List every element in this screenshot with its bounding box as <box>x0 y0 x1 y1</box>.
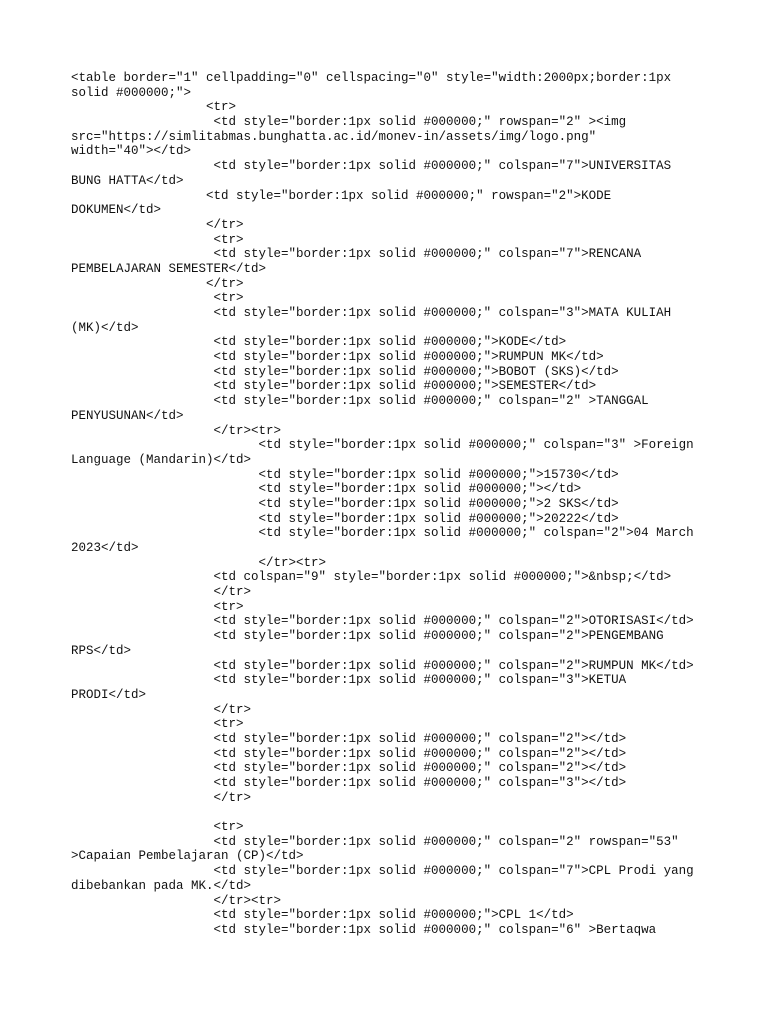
code-line: <td style="border:1px solid #000000;" colspan="3">KETUA <box>71 673 627 688</box>
code-line: <td style="border:1px solid #000000;">CPL 1</td> <box>71 908 574 923</box>
code-line: width="40"></td> <box>71 144 192 159</box>
code-line: (MK)</td> <box>71 320 139 335</box>
code-line: <tr> <box>71 232 244 247</box>
code-line: <tr> <box>71 717 244 732</box>
code-line <box>71 805 711 820</box>
code-line: PEMBELAJARAN SEMESTER</td> <box>71 261 267 276</box>
code-line: <td style="border:1px solid #000000;" colspan="2"></td> <box>71 761 627 776</box>
code-line: <td style="border:1px solid #000000;">2 SKS</td> <box>71 496 619 511</box>
code-line: RPS</td> <box>71 643 132 658</box>
code-line: <td style="border:1px solid #000000;">20222</td> <box>71 511 619 526</box>
code-line: <tr> <box>71 291 244 306</box>
code-line: DOKUMEN</td> <box>71 203 162 218</box>
code-line: <td style="border:1px solid #000000;" rowspan="2">KODE <box>71 188 612 203</box>
code-line: </tr><tr> <box>71 893 282 908</box>
code-line: <td style="border:1px solid #000000;" rowspan="2" ><img <box>71 115 627 130</box>
code-line: <td style="border:1px solid #000000;">SEMESTER</td> <box>71 379 597 394</box>
code-line: <td style="border:1px solid #000000;">15730</td> <box>71 467 619 482</box>
code-line: PRODI</td> <box>71 687 147 702</box>
code-line: </tr> <box>71 585 252 600</box>
code-line: dibebankan pada MK.</td> <box>71 878 252 893</box>
code-line: <tr> <box>71 100 237 115</box>
code-line: <td style="border:1px solid #000000;" colspan="2"></td> <box>71 746 627 761</box>
code-line: <td style="border:1px solid #000000;" colspan="2" >TANGGAL <box>71 394 649 409</box>
code-line: BUNG HATTA</td> <box>71 173 184 188</box>
code-line: </tr> <box>71 276 244 291</box>
code-line: </tr><tr> <box>71 555 327 570</box>
code-line: <td style="border:1px solid #000000;" colspan="7">RENCANA <box>71 247 642 262</box>
code-line: <td style="border:1px solid #000000;">KODE</td> <box>71 335 567 350</box>
code-line: 2023</td> <box>71 541 139 555</box>
code-line: Language (Mandarin)</td> <box>71 452 252 467</box>
code-line: <td style="border:1px solid #000000;">RUMPUN MK</td> <box>71 350 604 365</box>
code-line: </tr> <box>71 217 244 232</box>
code-line: <tr> <box>71 820 244 835</box>
code-line: <td style="border:1px solid #000000;" colspan="7">UNIVERSITAS <box>71 159 672 174</box>
code-line: <tr> <box>71 599 244 614</box>
source-code-block <box>71 71 711 938</box>
code-line: <td style="border:1px solid #000000;" colspan="2" rowspan="53" <box>71 834 679 849</box>
code-line: src="https://simlitabmas.bunghatta.ac.id/monev-in/assets/img/logo.png" <box>71 129 597 144</box>
code-line: <td style="border:1px solid #000000;" colspan="2">PENGEMBANG <box>71 629 664 644</box>
code-line: <td style="border:1px solid #000000;"></td> <box>71 482 582 497</box>
code-line: <td style="border:1px solid #000000;" colspan="6" >Bertaqwa <box>71 922 657 937</box>
code-line: >Capaian Pembelajaran (CP)</td> <box>71 849 304 864</box>
code-line: solid #000000;"> <box>71 85 192 100</box>
code-line: <table border="1" cellpadding="0" cellspacing="0" style="width:2000px;border:1px <box>71 71 672 85</box>
code-line: <td style="border:1px solid #000000;" colspan="2"></td> <box>71 731 627 746</box>
code-line: <td style="border:1px solid #000000;" colspan="2">OTORISASI</td> <box>71 614 694 629</box>
code-line: PENYUSUNAN</td> <box>71 408 184 423</box>
code-line: <td style="border:1px solid #000000;" colspan="2">RUMPUN MK</td> <box>71 658 694 673</box>
code-line: </tr><tr> <box>71 423 282 438</box>
code-line: </tr> <box>71 702 252 717</box>
code-line: <td style="border:1px solid #000000;">BOBOT (SKS)</td> <box>71 364 619 379</box>
code-line: <td style="border:1px solid #000000;" colspan="7">CPL Prodi yang <box>71 864 694 879</box>
code-line: <td style="border:1px solid #000000;" colspan="3">MATA KULIAH <box>71 306 672 320</box>
code-line: <td style="border:1px solid #000000;" colspan="2">04 March <box>71 526 694 541</box>
code-line: </tr> <box>71 790 252 805</box>
code-line: <td style="border:1px solid #000000;" colspan="3"></td> <box>71 776 627 790</box>
code-line: <td style="border:1px solid #000000;" colspan="3" >Foreign <box>71 438 694 453</box>
code-line: <td colspan="9" style="border:1px solid #000000;">&nbsp;</td> <box>71 570 672 585</box>
